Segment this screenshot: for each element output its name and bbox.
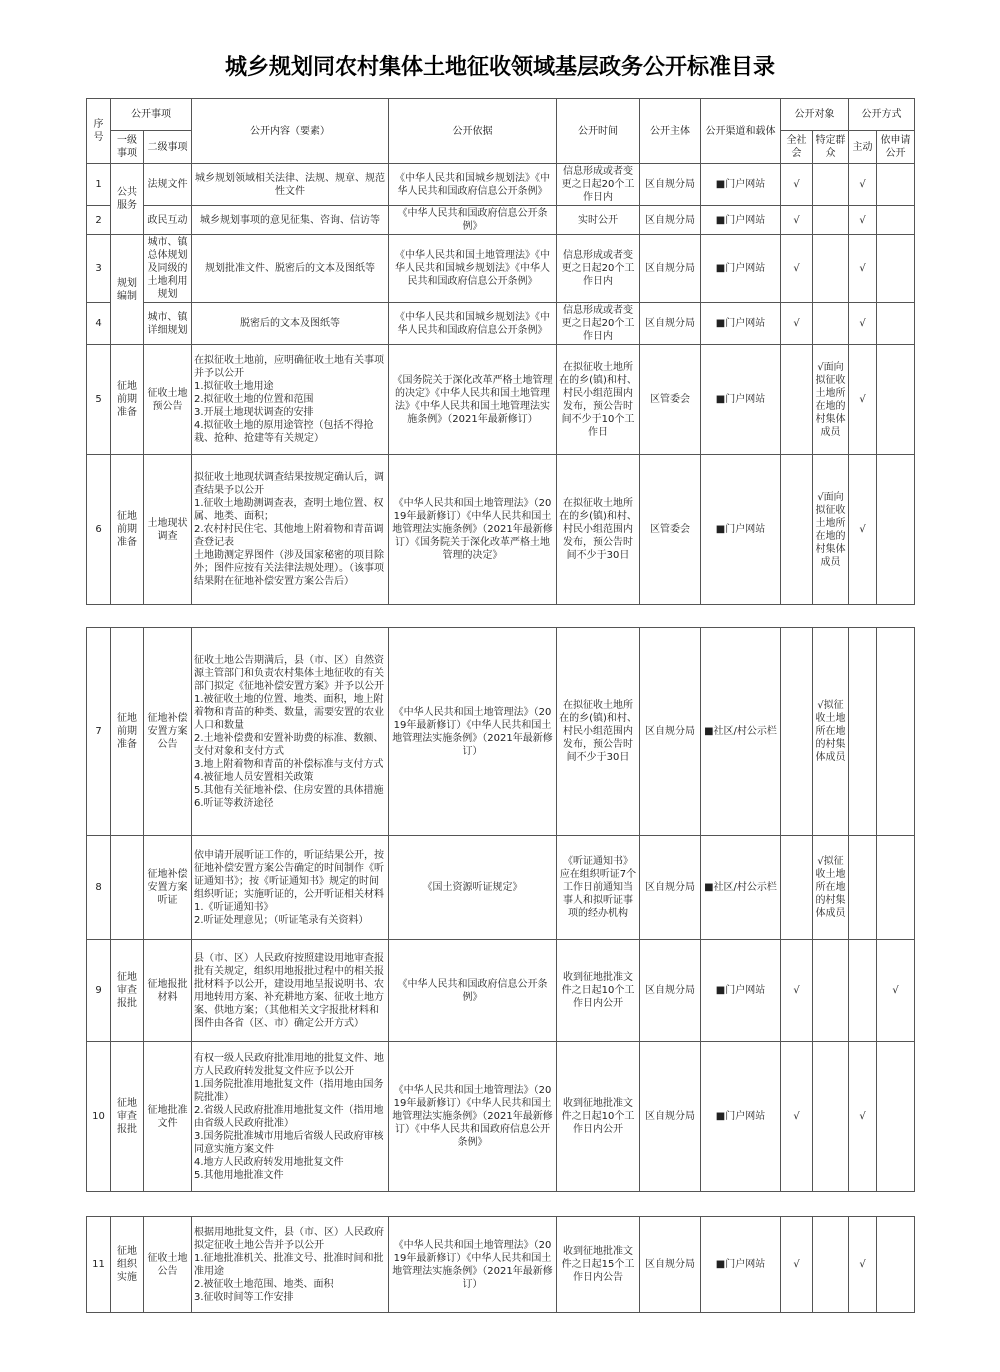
header-level2: 二级事项 <box>144 131 192 164</box>
table-row <box>87 628 915 836</box>
channel-cell: ■门户网站 <box>701 455 781 605</box>
basis-cell: 《中华人民共和国土地管理法》（2019年最新修订）《中华人民共和国土地管理法实施条例》（2021年最新修订） <box>389 628 557 836</box>
header-content: 公开内容（要素） <box>192 99 389 164</box>
subject-cell: 区自规分局 <box>640 303 701 345</box>
check-on-request <box>877 164 915 206</box>
table-row <box>87 206 915 235</box>
level2-cell: 征地补偿安置方案公告 <box>144 628 192 836</box>
check-all-society: √ <box>781 303 813 345</box>
check-all-society <box>781 455 813 605</box>
content-cell: 依申请开展听证工作的，听证结果公开，按征地补偿安置方案公告确定的时间制作《听证通知书》；按《听证通知书》规定的时间组织听证；实施听证的，公开听证相关材料 1.《听证通知书》 2.听证处理意见；（听证笔录有关资料） <box>192 836 389 940</box>
check-active: √ <box>849 345 877 455</box>
row-number: 5 <box>87 345 111 455</box>
row-number: 7 <box>87 628 111 836</box>
channel-cell: ■社区/村公示栏 <box>701 836 781 940</box>
level1-cell: 征地前期准备 <box>111 455 144 605</box>
time-cell: 收到征地批准文件之日起10个工作日内公开 <box>557 940 640 1042</box>
level2-cell: 土地现状调查 <box>144 455 192 605</box>
check-on-request <box>877 1217 915 1313</box>
check-active: √ <box>849 235 877 303</box>
row-number: 9 <box>87 940 111 1042</box>
level2-cell: 征收土地公告 <box>144 1217 192 1313</box>
channel-cell: ■门户网站 <box>701 303 781 345</box>
check-all-society: √ <box>781 940 813 1042</box>
channel-cell: ■门户网站 <box>701 940 781 1042</box>
check-specific <box>813 206 849 235</box>
header-target: 公开对象 <box>781 99 849 131</box>
row-number: 4 <box>87 303 111 345</box>
level2-cell: 城市、镇详细规划 <box>144 303 192 345</box>
check-all-society: √ <box>781 206 813 235</box>
time-cell: 在拟征收土地所在的乡(镇)和村、村民小组范围内发布，预公告时间不少于30日 <box>557 455 640 605</box>
level2-cell: 征收土地预公告 <box>144 345 192 455</box>
check-on-request <box>877 303 915 345</box>
time-cell: 收到征地批准文件之日起15个工作日内公告 <box>557 1217 640 1313</box>
header-time: 公开时间 <box>557 99 640 164</box>
row-number: 6 <box>87 455 111 605</box>
check-all-society: √ <box>781 235 813 303</box>
channel-cell: ■社区/村公示栏 <box>701 628 781 836</box>
header-on-request: 依申请公开 <box>877 131 915 164</box>
table-row <box>87 836 915 940</box>
subject-cell: 区自规分局 <box>640 1217 701 1313</box>
table-row <box>87 1217 915 1313</box>
row-number: 1 <box>87 164 111 206</box>
check-specific: √拟征收土地所在地的村集体成员 <box>813 628 849 836</box>
row-number: 8 <box>87 836 111 940</box>
basis-cell: 《中华人民共和国城乡规划法》《中华人民共和国政府信息公开条例》 <box>389 303 557 345</box>
table-row <box>87 303 915 345</box>
basis-cell: 《中华人民共和国土地管理法》（2019年最新修订）《中华人民共和国土地管理法实施条例》（2021年最新修订） <box>389 1217 557 1313</box>
level2-cell: 征地批准文件 <box>144 1042 192 1192</box>
level1-cell: 征地前期准备 <box>111 345 144 455</box>
row-number: 3 <box>87 235 111 303</box>
time-cell: 在拟征收土地所在的乡(镇)和村、村民小组范围内发布，预公告时间不少于10个工作日 <box>557 345 640 455</box>
check-all-society <box>781 345 813 455</box>
content-cell: 征收土地公告期满后，县（市、区）自然资源主管部门和负责农村集体土地征收的有关部门拟定《征地补偿安置方案》并予以公开 1.被征收土地的位置、地类、面积，地上附着物和青苗的种类、数量，需要安置的农业人口和数量 2.土地补偿费和安置补助费的标准、数额、支付对象和支付方式 3.地上附着物和青苗的补偿标准与支付方式 4.被征地人员安置相关政策 5.其他有关征地补偿、住房安置的具体措施 6.听证等救济途径 <box>192 628 389 836</box>
channel-cell: ■门户网站 <box>701 345 781 455</box>
basis-cell: 《国土资源听证规定》 <box>389 836 557 940</box>
row-number: 2 <box>87 206 111 235</box>
check-active <box>849 628 877 836</box>
header-seq: 序号 <box>87 99 111 164</box>
level1-cell: 征地审查报批 <box>111 1042 144 1192</box>
basis-cell: 《国务院关于深化改革严格土地管理的决定》《中华人民共和国土地管理法》《中华人民共和国土地管理法实施条例》（2021年最新修订） <box>389 345 557 455</box>
header-specific: 特定群众 <box>813 131 849 164</box>
content-cell: 根据用地批复文件，县（市、区）人民政府拟定征收土地公告并予以公开 1.征地批准机关、批准文号、批准时间和批准用途 2.被征收土地范围、地类、面积 3.征收时间等工作安排 <box>192 1217 389 1313</box>
check-all-society: √ <box>781 1217 813 1313</box>
header-active: 主动 <box>849 131 877 164</box>
subject-cell: 区自规分局 <box>640 836 701 940</box>
table-row <box>87 455 915 605</box>
check-specific <box>813 940 849 1042</box>
check-specific: √面向拟征收土地所在地的村集体成员 <box>813 455 849 605</box>
channel-cell: ■门户网站 <box>701 1042 781 1192</box>
content-cell: 规划批准文件、脱密后的文本及图纸等 <box>192 235 389 303</box>
level2-cell: 法规文件 <box>144 164 192 206</box>
table-row <box>87 345 915 455</box>
check-active <box>849 836 877 940</box>
time-cell: 《听证通知书》应在组织听证7个工作日前通知当事人和拟听证事项的经办机构 <box>557 836 640 940</box>
table-row <box>87 940 915 1042</box>
header-matter: 公开事项 <box>111 99 192 131</box>
channel-cell: ■门户网站 <box>701 235 781 303</box>
level2-cell: 城市、镇总体规划及同级的土地利用规划 <box>144 235 192 303</box>
check-active: √ <box>849 303 877 345</box>
basis-cell: 《中华人民共和国土地管理法》（2019年最新修订）《中华人民共和国土地管理法实施条例》（2021年最新修订）《中华人民共和国政府信息公开条例》 <box>389 1042 557 1192</box>
subject-cell: 区自规分局 <box>640 164 701 206</box>
content-cell: 城乡规划事项的意见征集、咨询、信访等 <box>192 206 389 235</box>
subject-cell: 区管委会 <box>640 455 701 605</box>
level2-cell: 征地报批材料 <box>144 940 192 1042</box>
subject-cell: 区自规分局 <box>640 206 701 235</box>
check-active: √ <box>849 1217 877 1313</box>
content-cell: 有权一级人民政府批准用地的批复文件、地方人民政府转发批复文件应予以公开 1.国务院批准用地批复文件（指用地由国务院批准） 2.省级人民政府批准用地批复文件（指用地由省级人民政府批准） 3.国务院批准城市用地后省级人民政府审核同意实施方案文件 4.地方人民政府转发用地批复文件 5.其他用地批准文件 <box>192 1042 389 1192</box>
level2-cell: 征地补偿安置方案听证 <box>144 836 192 940</box>
basis-cell: 《中华人民共和国土地管理法》（2019年最新修订）《中华人民共和国土地管理法实施条例》（2021年最新修订）《国务院关于深化改革严格土地管理的决定》 <box>389 455 557 605</box>
basis-cell: 《中华人民共和国土地管理法》《中华人民共和国城乡规划法》《中华人民共和国政府信息公开条例》 <box>389 235 557 303</box>
check-on-request <box>877 628 915 836</box>
content-cell: 县（市、区）人民政府按照建设用地审查报批有关规定，组织用地报批过程中的相关报批材料予以公开，建设用地呈报说明书、农用地转用方案、补充耕地方案、征收土地方案、供地方案；（其他相关文字报批材料和图件由各省（区、市）确定公开方式） <box>192 940 389 1042</box>
check-specific <box>813 235 849 303</box>
time-cell: 收到征地批准文件之日起10个工作日内公开 <box>557 1042 640 1192</box>
channel-cell: ■门户网站 <box>701 1217 781 1313</box>
subject-cell: 区自规分局 <box>640 940 701 1042</box>
check-specific <box>813 1217 849 1313</box>
check-specific <box>813 164 849 206</box>
level1-cell: 征地审查报批 <box>111 940 144 1042</box>
subject-cell: 区自规分局 <box>640 1042 701 1192</box>
row-number: 10 <box>87 1042 111 1192</box>
check-all-society: √ <box>781 1042 813 1192</box>
catalog-table-2 <box>86 627 915 1192</box>
check-specific: √拟征收土地所在地的村集体成员 <box>813 836 849 940</box>
time-cell: 信息形成或者变更之日起20个工作日内 <box>557 303 640 345</box>
header-mode: 公开方式 <box>849 99 915 131</box>
table-row <box>87 164 915 206</box>
content-cell: 城乡规划领域相关法律、法规、规章、规范性文件 <box>192 164 389 206</box>
content-cell: 在拟征收土地前，应明确征收土地有关事项并予以公开 1.拟征收土地用途 2.拟征收土地的位置和范围 3.开展土地现状调查的安排 4.拟征收土地的原用途管控（包括不得抢栽、抢种、抢建等有关规定） <box>192 345 389 455</box>
subject-cell: 区自规分局 <box>640 235 701 303</box>
time-cell: 实时公开 <box>557 206 640 235</box>
time-cell: 信息形成或者变更之日起20个工作日内 <box>557 164 640 206</box>
check-on-request <box>877 455 915 605</box>
header-subject: 公开主体 <box>640 99 701 164</box>
header-channel: 公开渠道和载体 <box>701 99 781 164</box>
time-cell: 信息形成或者变更之日起20个工作日内 <box>557 235 640 303</box>
check-specific: √面向拟征收土地所在地的村集体成员 <box>813 345 849 455</box>
header-level1: 一级事项 <box>111 131 144 164</box>
level1-cell <box>111 836 144 940</box>
check-on-request <box>877 206 915 235</box>
table-row <box>87 1042 915 1192</box>
check-on-request: √ <box>877 940 915 1042</box>
level2-cell: 政民互动 <box>144 206 192 235</box>
basis-cell: 《中华人民共和国政府信息公开条例》 <box>389 206 557 235</box>
check-all-society <box>781 836 813 940</box>
check-active: √ <box>849 206 877 235</box>
channel-cell: ■门户网站 <box>701 206 781 235</box>
check-all-society: √ <box>781 164 813 206</box>
table-row <box>87 235 915 303</box>
check-on-request <box>877 836 915 940</box>
check-specific <box>813 303 849 345</box>
catalog-table-3 <box>86 1216 915 1313</box>
check-on-request <box>877 1042 915 1192</box>
header-basis: 公开依据 <box>389 99 557 164</box>
basis-cell: 《中华人民共和国城乡规划法》《中华人民共和国政府信息公开条例》 <box>389 164 557 206</box>
check-on-request <box>877 235 915 303</box>
level1-cell: 公共服务 <box>111 164 144 235</box>
basis-cell: 《中华人民共和国政府信息公开条例》 <box>389 940 557 1042</box>
level1-cell: 规划编制 <box>111 235 144 345</box>
check-all-society <box>781 628 813 836</box>
header-all-society: 全社会 <box>781 131 813 164</box>
time-cell: 在拟征收土地所在的乡(镇)和村、村民小组范围内发布，预公告时间不少于30日 <box>557 628 640 836</box>
check-specific <box>813 1042 849 1192</box>
page-title: 城乡规划同农村集体土地征收领域基层政务公开标准目录 <box>224 54 775 80</box>
check-active <box>849 940 877 1042</box>
channel-cell: ■门户网站 <box>701 164 781 206</box>
row-number: 11 <box>87 1217 111 1313</box>
content-cell: 脱密后的文本及图纸等 <box>192 303 389 345</box>
subject-cell: 区管委会 <box>640 345 701 455</box>
level1-cell: 征地前期准备 <box>111 628 144 836</box>
level1-cell: 征地组织实施 <box>111 1217 144 1313</box>
content-cell: 拟征收土地现状调查结果按规定确认后，调查结果予以公开 1.征收土地勘测调查表，查明土地位置、权属、地类、面积； 2.农村村民住宅、其他地上附着物和青苗调查登记表 土地勘测定界图件（涉及国家秘密的项目除外；图件应按有关法律法规处理）。（该事项结果附在征地补偿安置方案公告后） <box>192 455 389 605</box>
subject-cell: 区自规分局 <box>640 628 701 836</box>
check-active: √ <box>849 1042 877 1192</box>
check-active: √ <box>849 164 877 206</box>
check-active: √ <box>849 455 877 605</box>
catalog-table-1 <box>86 98 915 605</box>
check-on-request <box>877 345 915 455</box>
